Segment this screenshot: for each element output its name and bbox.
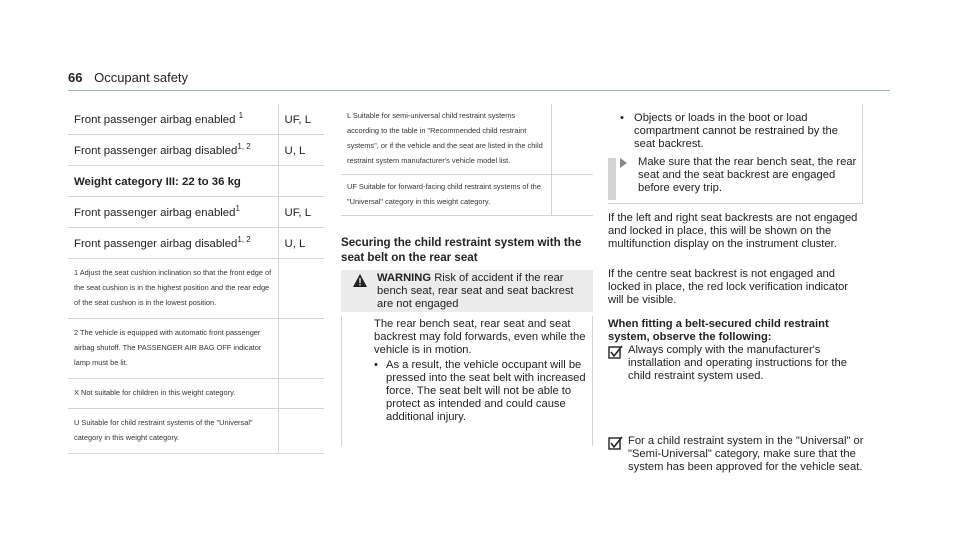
table-note-row [68,259,324,319]
warning-header [341,270,593,312]
section-heading: Securing the child restraint system with the seat belt on the rear seat [341,236,582,264]
footnote-ref: 1 [238,111,244,121]
page-header [68,70,188,85]
page-section-title: Occupant safety [94,70,189,85]
table-note: U Suitable for child restraint systems of the "Universal" category in this weight category. [68,409,278,454]
warning-label: WARNING [377,272,432,284]
footnote-ref: 1 [235,204,240,214]
instruction-text: Make sure that the rear bench seat, the rear seat and the seat backrest are engaged before every trip. [638,156,857,194]
table-note-row [68,379,324,409]
row-label: Front passenger airbag disabled [74,238,238,250]
footnote-ref: 1, 2 [237,235,251,245]
paragraph: If the centre seat backrest is not engaged and locked in place, the red lock verification indicator will be visible. [608,268,849,306]
checklist-item [608,435,866,474]
table-note-row [341,175,593,216]
table-group-heading-row [68,166,324,197]
table-row [68,228,324,259]
header-divider [68,90,890,91]
warning-icon [353,274,367,292]
instruction-arrow-icon [620,158,627,168]
row-value: UF, L [278,104,324,135]
weight-category-table [68,104,324,454]
legend-table [341,104,593,216]
row-value: U, L [278,228,324,259]
table-note: 2 The vehicle is equipped with automatic front passenger airbag shutoff. The PASSENGER AIR BAG OFF indicator lamp must be lit. [68,319,278,379]
table-note-row [68,409,324,454]
footnote-ref: 1, 2 [237,142,251,152]
group-heading: Weight category III: 22 to 36 kg [68,166,278,197]
page-number: 66 [68,70,83,85]
row-label: Front passenger airbag disabled [74,145,238,157]
table-row [68,135,324,166]
table-row [68,197,324,228]
table-note: UF Suitable for forward-facing child restraint systems of the "Universal" category in this weight category. [341,175,551,216]
checkbox-icon [608,436,623,451]
info-box [608,104,863,204]
info-bullet: • Objects or loads in the boot or load compartment cannot be restrained by the seat backrest. [620,112,858,151]
warning-body [341,316,593,446]
checkbox-icon [608,345,623,360]
warning-bullet: • As a result, the vehicle occupant will be pressed into the seat belt with increased force. The seat belt will not be able to protect as intended and could cause additional injury. [372,359,586,424]
table-note: 1 Adjust the seat cushion inclination so that the front edge of the seat cushion is in the highest position and the rear edge of the seat cushion is in the lowest position. [68,259,278,319]
table-row [68,104,324,135]
row-value: UF, L [278,197,324,228]
paragraph: If the left and right seat backrests are not engaged and locked in place, this will be shown on the multifunction display on the instrument cluster. [608,212,858,250]
row-value: U, L [278,135,324,166]
checklist-text: Always comply with the manufacturer's installation and operating instructions for the child restraint system used. [628,344,847,382]
table-note-row [341,104,593,175]
table-note-row [68,319,324,379]
instruction-marker-bar [608,158,616,200]
checklist-item [608,344,866,383]
table-note: L Suitable for semi-universal child restraint systems according to the table in "Recommended child restraint systems", or if the vehicle and the seat are listed in the child restraint system manufacturer's vehicle model list. [341,104,551,175]
checklist-text: For a child restraint system in the "Universal" or "Semi-Universal" category, make sure that the system has been approved for the vehicle seat. [628,435,864,473]
row-label: Front passenger airbag enabled [74,207,236,219]
warning-heading: Risk of accident if the rear bench seat, rear seat and seat backrest are not engaged [377,272,574,310]
row-label: Front passenger airbag enabled [74,114,239,126]
table-note: X Not suitable for children in this weight category. [68,379,278,409]
fitting-heading: When fitting a belt-secured child restraint system, observe the following: [608,318,829,343]
warning-body-text: The rear bench seat, rear seat and seat backrest may fold forwards, even while the vehicle is in motion. [374,318,586,356]
